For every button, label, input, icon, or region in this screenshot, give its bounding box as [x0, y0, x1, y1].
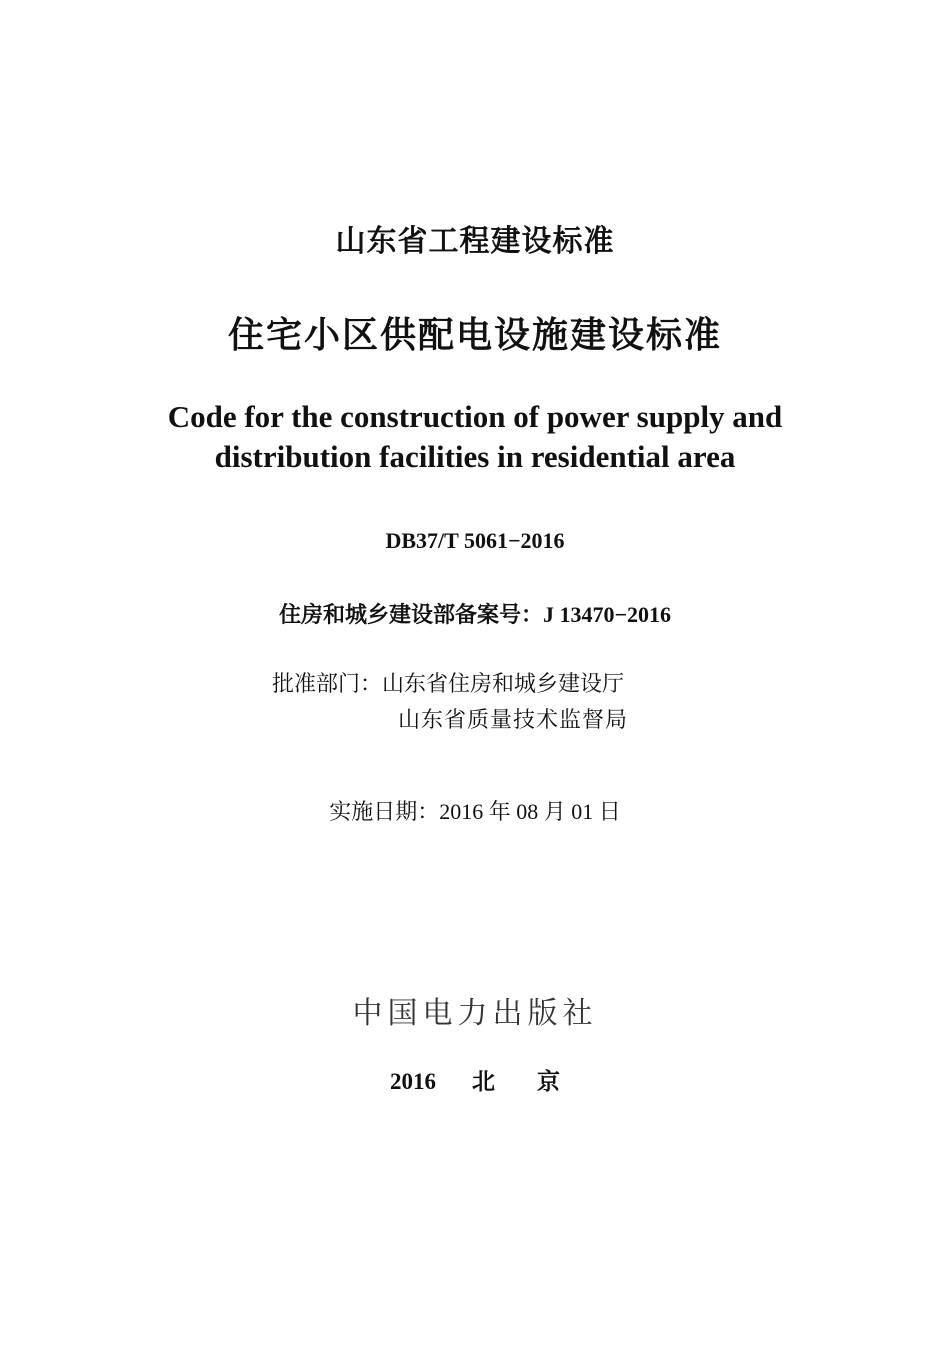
approval-label: 批准部门： [272, 672, 383, 697]
approval-row-1 [272, 667, 628, 703]
implementation-date [0, 795, 950, 826]
city-char-1: 北 [472, 1069, 495, 1095]
record-number-value: J 13470−2016 [542, 602, 672, 627]
english-title-line-2: distribution facilities in residential area [214, 439, 736, 474]
standard-number: DB37/T 5061−2016 [385, 528, 565, 553]
approval-row-2 [272, 703, 628, 739]
implementation-label: 实施日期： [329, 800, 440, 825]
city-char-2: 京 [537, 1069, 560, 1095]
approval-departments [272, 667, 628, 739]
approval-dept-1: 山东省住房和城乡建设厅 [382, 672, 625, 697]
record-number [0, 598, 950, 629]
publisher: 中国电力出版社 [352, 996, 598, 1031]
english-title-line-1: Code for the construction of power supply and [167, 399, 783, 434]
publication-year-city [0, 1063, 950, 1096]
document-title: 住宅小区供配电设施建设标准 [227, 315, 722, 356]
implementation-date-value: 2016 年 08 月 01 日 [439, 799, 621, 824]
publication-year: 2016 [390, 1069, 436, 1094]
series-title: 山东省工程建设标准 [335, 224, 615, 259]
approval-dept-2: 山东省质量技术监督局 [398, 708, 629, 733]
record-number-label: 住房和城乡建设部备案号： [278, 603, 543, 628]
